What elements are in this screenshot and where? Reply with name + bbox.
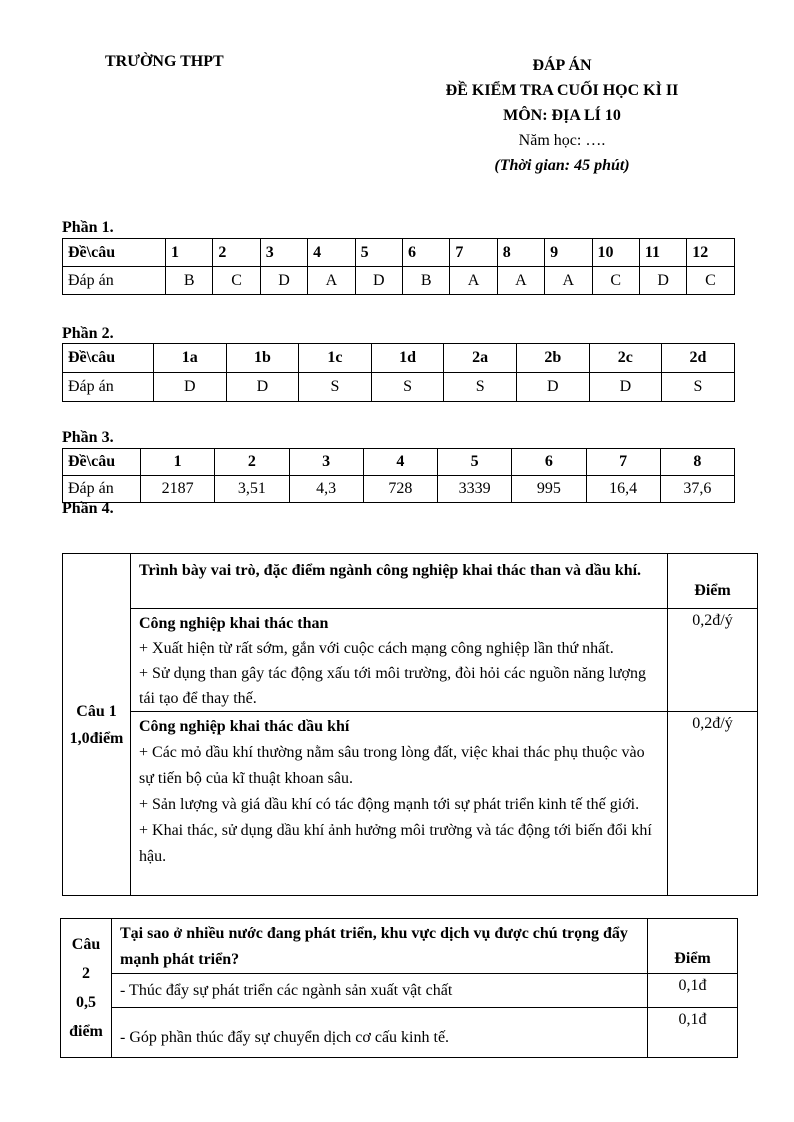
doc-title-subject: MÔN: ĐỊA LÍ 10 — [503, 107, 621, 124]
answer-cell: D — [589, 373, 662, 402]
question-number-cell: 1 — [166, 239, 213, 267]
answer-cell: 995 — [512, 476, 586, 503]
answer-cell: D — [355, 267, 402, 295]
answer-cell: 3,51 — [215, 476, 289, 503]
cau2-points-1: 0,1đ — [648, 974, 738, 1008]
question-number-cell: 3 — [260, 239, 307, 267]
part1-header-row — [63, 239, 735, 267]
question-number-cell: 6 — [512, 449, 586, 476]
oil-bullet: + Sản lượng và giá dầu khí có tác động mạnh tới sự phát triển kinh tế thế giới. — [139, 796, 640, 813]
part2-header-row — [63, 344, 735, 373]
part1-corner-cell: Đề\câu — [63, 239, 166, 267]
question-number-cell: 2 — [215, 449, 289, 476]
answer-cell: C — [213, 267, 260, 295]
answer-cell: C — [687, 267, 734, 295]
answer-cell: B — [166, 267, 213, 295]
oil-points: 0,2đ/ý — [668, 712, 758, 896]
coal-heading: Công nghiệp khai thác than — [139, 615, 329, 632]
part2-table — [62, 343, 735, 402]
cau1-table — [62, 553, 758, 896]
question-number-cell: 5 — [355, 239, 402, 267]
part1-label: Phần 1. — [62, 219, 114, 236]
question-number-cell: 6 — [402, 239, 449, 267]
answer-cell: A — [497, 267, 544, 295]
question-number-cell: 11 — [639, 239, 686, 267]
part1-answer-row — [63, 267, 735, 295]
answer-cell: A — [308, 267, 355, 295]
part3-answer-row — [63, 476, 735, 503]
cau2-id-cell — [61, 919, 112, 1058]
part3-header-row — [63, 449, 735, 476]
answer-cell: 16,4 — [586, 476, 660, 503]
part2-answer-row — [63, 373, 735, 402]
coal-bullet: + Sử dụng than gây tác động xấu tới môi trường, đòi hỏi các nguồn năng lượng tái tạo để thay thế. — [139, 665, 647, 707]
answer-cell: D — [226, 373, 299, 402]
question-number-cell: 8 — [497, 239, 544, 267]
school-name: TRƯỜNG THPT — [105, 53, 224, 70]
cau1-question: Trình bày vai trò, đặc điểm ngành công nghiệp khai thác than và dầu khí. — [131, 554, 668, 609]
part3-answer-label: Đáp án — [63, 476, 141, 503]
answer-cell: C — [592, 267, 639, 295]
cau2-answer-row-1 — [61, 974, 738, 1008]
doc-title-answer-key: ĐÁP ÁN — [532, 57, 592, 74]
answer-cell: A — [450, 267, 497, 295]
cau1-question-row — [63, 554, 758, 609]
cau2-points-2: 0,1đ — [648, 1008, 738, 1058]
question-number-cell: 5 — [438, 449, 512, 476]
question-number-cell: 1a — [154, 344, 227, 373]
answer-cell: S — [662, 373, 735, 402]
cau1-id-cell — [63, 554, 131, 896]
question-number-cell: 2d — [662, 344, 735, 373]
cau1-oil-content — [131, 712, 668, 896]
question-number-cell: 4 — [308, 239, 355, 267]
cau2-answer-1: - Thúc đẩy sự phát triển các ngành sản xuất vật chất — [112, 974, 648, 1008]
question-number-cell: 9 — [545, 239, 592, 267]
answer-cell: 3339 — [438, 476, 512, 503]
question-number-cell: 1c — [299, 344, 372, 373]
cau2-question: Tại sao ở nhiều nước đang phát triển, khu vực dịch vụ được chú trọng đẩy mạnh phát triển? — [112, 919, 648, 974]
cau2-answer-row-2 — [61, 1008, 738, 1058]
part4-label: Phần 4. — [62, 500, 114, 517]
cau2-id-line4: điểm — [69, 1023, 103, 1040]
question-number-cell: 7 — [586, 449, 660, 476]
question-number-cell: 3 — [289, 449, 363, 476]
cau2-question-row — [61, 919, 738, 974]
cau2-points-header: Điểm — [648, 919, 738, 974]
part2-label: Phần 2. — [62, 325, 114, 342]
question-number-cell: 2a — [444, 344, 517, 373]
question-number-cell: 8 — [660, 449, 734, 476]
part3-label: Phần 3. — [62, 429, 114, 446]
question-number-cell: 2b — [516, 344, 589, 373]
coal-bullet: + Xuất hiện từ rất sớm, gắn với cuộc cách mạng công nghiệp lần thứ nhất. — [139, 640, 614, 657]
question-number-cell: 1d — [371, 344, 444, 373]
cau2-answer-2: - Góp phần thúc đẩy sự chuyển dịch cơ cấu kinh tế. — [112, 1008, 648, 1058]
part2-corner-cell: Đề\câu — [63, 344, 154, 373]
question-number-cell: 1b — [226, 344, 299, 373]
answer-cell: S — [299, 373, 372, 402]
oil-bullet: + Các mỏ dầu khí thường nằm sâu trong lòng đất, việc khai thác phụ thuộc vào sự tiến bộ của kĩ thuật khoan sâu. — [139, 744, 645, 787]
cau2-id-line1: Câu — [71, 936, 101, 953]
cau1-id-line2: 1,0điểm — [69, 729, 124, 747]
document-title-block — [340, 53, 784, 178]
oil-bullet: + Khai thác, sử dụng dầu khí ảnh hưởng môi trường và tác động tới biến đổi khí hậu. — [139, 822, 652, 865]
answer-cell: S — [444, 373, 517, 402]
answer-cell: D — [639, 267, 686, 295]
part1-answer-label: Đáp án — [63, 267, 166, 295]
cau2-id-line2: 2 — [82, 965, 90, 982]
coal-points: 0,2đ/ý — [668, 609, 758, 712]
answer-cell: 728 — [363, 476, 437, 503]
answer-cell: D — [516, 373, 589, 402]
question-number-cell: 12 — [687, 239, 734, 267]
part3-corner-cell: Đề\câu — [63, 449, 141, 476]
question-number-cell: 10 — [592, 239, 639, 267]
part1-table — [62, 238, 735, 295]
answer-cell: S — [371, 373, 444, 402]
answer-cell: A — [545, 267, 592, 295]
doc-duration: (Thời gian: 45 phút) — [494, 157, 630, 174]
doc-school-year: Năm học: …. — [518, 132, 606, 149]
question-number-cell: 1 — [141, 449, 215, 476]
cau1-oil-row — [63, 712, 758, 896]
answer-cell: D — [260, 267, 307, 295]
question-number-cell: 4 — [363, 449, 437, 476]
cau1-coal-row — [63, 609, 758, 712]
cau2-id-line3: 0,5 — [76, 994, 96, 1011]
cau1-id-line1: Câu 1 — [76, 702, 117, 720]
answer-cell: 37,6 — [660, 476, 734, 503]
answer-cell: B — [402, 267, 449, 295]
oil-heading: Công nghiệp khai thác dầu khí — [139, 718, 350, 735]
question-number-cell: 2c — [589, 344, 662, 373]
answer-cell: 4,3 — [289, 476, 363, 503]
answer-cell: 2187 — [141, 476, 215, 503]
cau1-coal-content — [131, 609, 668, 712]
cau2-table — [60, 918, 738, 1058]
part2-answer-label: Đáp án — [63, 373, 154, 402]
question-number-cell: 2 — [213, 239, 260, 267]
part3-table — [62, 448, 735, 503]
cau1-points-header: Điểm — [668, 554, 758, 609]
doc-title-exam: ĐỀ KIỂM TRA CUỐI HỌC KÌ II — [445, 82, 679, 99]
question-number-cell: 7 — [450, 239, 497, 267]
answer-cell: D — [154, 373, 227, 402]
